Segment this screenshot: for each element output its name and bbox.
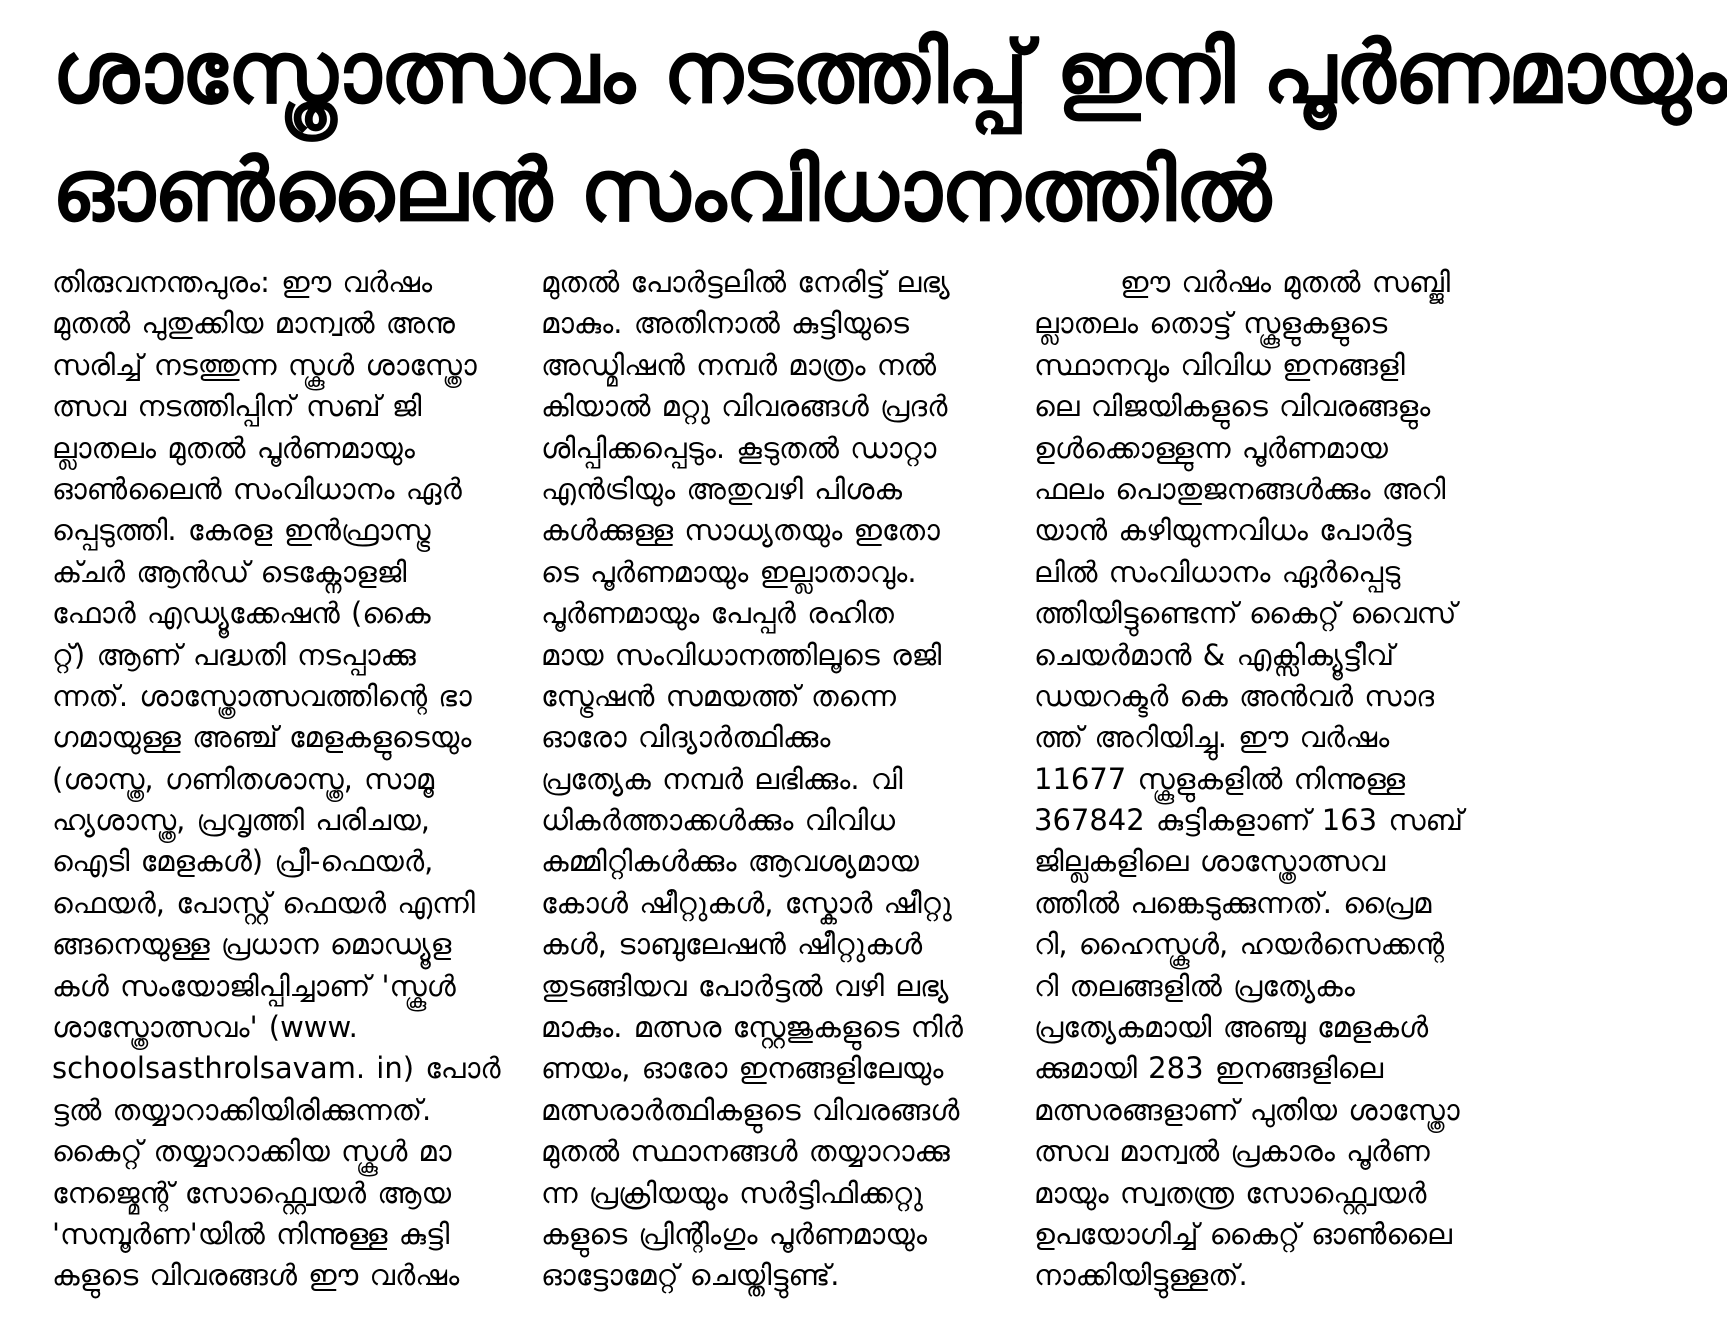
article-column-2 (541, 262, 989, 1297)
text-line: ഫോർ എഡ്യൂക്കേഷൻ (കൈ (52, 596, 431, 631)
text-line: റ്റ്) ആണ് പദ്ധതി നടപ്പാക്കു (52, 637, 416, 672)
text-line: ചെയർമാൻ & എക്സിക്യൂട്ടീവ് (1034, 637, 1395, 672)
text-line: സരിച്ച് നടത്തുന്ന സ്കൂൾ ശാസ്ത്രോ (52, 347, 477, 382)
text-line: മാകും. മത്സര സ്റ്റേജുകളുടെ നിർ (541, 1010, 963, 1045)
text-line: ഹ്യശാസ്ത്ര, പ്രവൃത്തി പരിചയ, (52, 803, 430, 838)
text-line: അഡ്മിഷൻ നമ്പർ മാത്രം നൽ (541, 347, 936, 382)
text-line: പ്രത്യേക നമ്പർ ലഭിക്കും. വി (541, 761, 903, 796)
text-line: ഫലം പൊതുജനങ്ങൾക്കും അറി (1034, 471, 1446, 506)
text-line: കൾ, ടാബുലേഷൻ ഷീറ്റുകൾ (541, 927, 923, 962)
text-line: ന്നത്. ശാസ്ത്രോത്സവത്തിന്റെ ഭാ (52, 678, 472, 713)
text-line: മായ സംവിധാനത്തിലൂടെ രജി (541, 637, 942, 672)
text-line: മുതൽ സ്ഥാനങ്ങൾ തയ്യാറാക്കു (541, 1134, 950, 1169)
headline-line-2: ഓൺലൈൻ സംവിധാനത്തിൽ (52, 141, 1270, 241)
text-line: ഐടി മേളകൾ) പ്രീ-ഫെയർ, (52, 844, 434, 879)
text-line: 367842 കുട്ടികളാണ് 163 സബ് (1034, 803, 1464, 838)
text-line: ഫെയർ, പോസ്റ്റ് ഫെയർ എന്നി (52, 885, 475, 920)
headline (52, 14, 1727, 250)
text-line: കൾ സംയോജിപ്പിച്ചാണ് 'സ്കൂൾ (52, 968, 456, 1003)
text-line: തിരുവനന്തപുരം: ഈ വർഷം (52, 265, 433, 299)
text-line: ത്സവ മാന്വൽ പ്രകാരം പൂർണ (1034, 1134, 1430, 1169)
text-line: സ്ട്രേഷൻ സമയത്ത് തന്നെ (541, 678, 896, 713)
text-line: ഈ വർഷം മുതൽ സബ്ജി (1120, 265, 1451, 299)
text-line: മുതൽ പുതുക്കിയ മാന്വൽ അനു (52, 306, 455, 341)
text-line: കിയാൽ മറ്റു വിവരങ്ങൾ പ്രദർ (541, 389, 948, 424)
text-line: പൂർണമായും പേപ്പർ രഹിത (541, 596, 894, 631)
text-line: ക്കുമായി 283 ഇനങ്ങളിലെ (1034, 1051, 1384, 1086)
text-line: പ്രത്യേകമായി അഞ്ചു മേളകൾ (1034, 1010, 1429, 1045)
text-line: കളുടെ വിവരങ്ങൾ ഈ വർഷം (52, 1258, 460, 1293)
text-line: ത്തിയിട്ടുണ്ടെന്ന് കൈറ്റ് വൈസ് (1034, 596, 1457, 631)
text-line: കൈറ്റ് തയ്യാറാക്കിയ സ്കൂൾ മാ (52, 1134, 452, 1169)
text-line: ലെ വിജയികളുടെ വിവരങ്ങളും (1034, 389, 1431, 424)
text-line: ഗമായുള്ള അഞ്ച് മേളകളുടെയും (52, 720, 472, 755)
text-line: തുടങ്ങിയവ പോർട്ടൽ വഴി ലഭ്യ (541, 968, 949, 1003)
text-line: 11677 സ്കൂളുകളിൽ നിന്നുള്ള (1034, 761, 1406, 796)
text-line: റി, ഹൈസ്കൂൾ, ഹയർസെക്കന്റ (1034, 927, 1445, 962)
text-line: schoolsasthrolsavam. in) പോർ (52, 1051, 501, 1086)
text-line: ല്ലാതലം തൊട്ട് സ്കൂളുകളുടെ (1034, 306, 1388, 341)
text-line: മുതൽ പോർട്ടലിൽ നേരിട്ട് ലഭ്യ (541, 265, 950, 299)
text-line: യാൻ കഴിയുന്നവിധം പോർട്ട (1034, 513, 1412, 548)
text-line: റി തലങ്ങളിൽ പ്രത്യേകം (1034, 968, 1355, 1003)
text-line: ടെ പൂർണമായും ഇല്ലാതാവും. (541, 554, 917, 589)
text-line: 'സമ്പൂർണ'യിൽ നിന്നുള്ള കുട്ടി (52, 1216, 450, 1251)
text-line: മത്സരങ്ങളാണ് പുതിയ ശാസ്ത്രോ (1034, 1092, 1460, 1127)
text-line: ധികർത്താക്കൾക്കും വിവിധ (541, 803, 896, 838)
text-line: ഡയറക്ടർ കെ അൻവർ സാദ (1034, 678, 1435, 713)
text-line: ല്ലാതലം മുതൽ പൂർണമായും (52, 430, 415, 465)
text-line: ശിപ്പിക്കപ്പെടും. കൂടുതൽ ഡാറ്റാ (541, 430, 937, 465)
text-line: മാകും. അതിനാൽ കുട്ടിയുടെ (541, 306, 909, 341)
text-line: സ്ഥാനവും വിവിധ ഇനങ്ങളി (1034, 347, 1405, 382)
text-line: മായും സ്വതന്ത്ര സോഫ്റ്റ്വെയർ (1034, 1175, 1427, 1210)
text-line: ഉപയോഗിച്ച് കൈറ്റ് ഓൺലൈ (1034, 1216, 1452, 1251)
text-line: ണയം, ഓരോ ഇനങ്ങളിലേയും (541, 1051, 944, 1086)
text-line: ഓരോ വിദ്യാർത്ഥിക്കും (541, 720, 831, 755)
text-line: ഉൾക്കൊള്ളുന്ന പൂർണമായ (1034, 430, 1388, 465)
text-line: എൻട്രിയും അതുവഴി പിശക (541, 471, 903, 506)
text-line: മത്സരാർത്ഥികളുടെ വിവരങ്ങൾ (541, 1092, 960, 1127)
text-line: കമ്മിറ്റികൾക്കും ആവശ്യമായ (541, 844, 919, 879)
text-line: ക്ചർ ആൻഡ് ടെക്നോളജി (52, 554, 407, 589)
text-line: നേജ്മെന്റ് സോഫ്റ്റ്വെയർ ആയ (52, 1175, 452, 1210)
text-line: ഓൺലൈൻ സംവിധാനം ഏർ (52, 471, 462, 506)
text-line: ഓട്ടോമേറ്റ് ചെയ്തിട്ടുണ്ട്. (541, 1258, 840, 1293)
text-line: കളുടെ പ്രിന്റിംഗും പൂർണമായും (541, 1216, 928, 1251)
text-line: ത്ത് അറിയിച്ചു. ഈ വർഷം (1034, 720, 1390, 755)
text-line: കോൾ ഷീറ്റുകൾ, സ്കോർ ഷീറ്റു (541, 885, 952, 920)
text-line: ജില്ലകളിലെ ശാസ്ത്രോത്സവ (1034, 844, 1386, 879)
article-column-1 (52, 262, 500, 1297)
headline-line-1: ശാസ്ത്രോത്സവം നടത്തിപ്പ് ഇനി പൂർണമായും (52, 23, 1727, 123)
text-line: പ്പെടുത്തി. കേരള ഇൻഫ്രാസ്ട്ര (52, 513, 431, 548)
text-line: ശാസ്ത്രോത്സവം' (www. (52, 1010, 358, 1045)
text-line: ന്ന പ്രക്രിയയും സർട്ടിഫിക്കറ്റു (541, 1175, 923, 1210)
text-line: ത്തിൽ പങ്കെടുക്കുന്നത്. പ്രൈമ (1034, 885, 1432, 920)
text-line: (ശാസ്ത്ര, ഗണിതശാസ്ത്ര, സാമൂ (52, 761, 435, 796)
text-line: കൾക്കുള്ള സാധ്യതയും ഇതോ (541, 513, 940, 548)
text-line: ങ്ങനെയുള്ള പ്രധാന മൊഡ്യൂള (52, 927, 452, 962)
text-line: ട്ടൽ തയ്യാറാക്കിയിരിക്കുന്നത്. (52, 1092, 432, 1127)
article-column-3 (1034, 262, 1482, 1297)
text-line: ത്സവ നടത്തിപ്പിന് സബ് ജി (52, 389, 422, 424)
text-line: ലിൽ സംവിധാനം ഏർപ്പെടു (1034, 554, 1401, 589)
text-line: നാക്കിയിട്ടുള്ളത്. (1034, 1258, 1248, 1293)
